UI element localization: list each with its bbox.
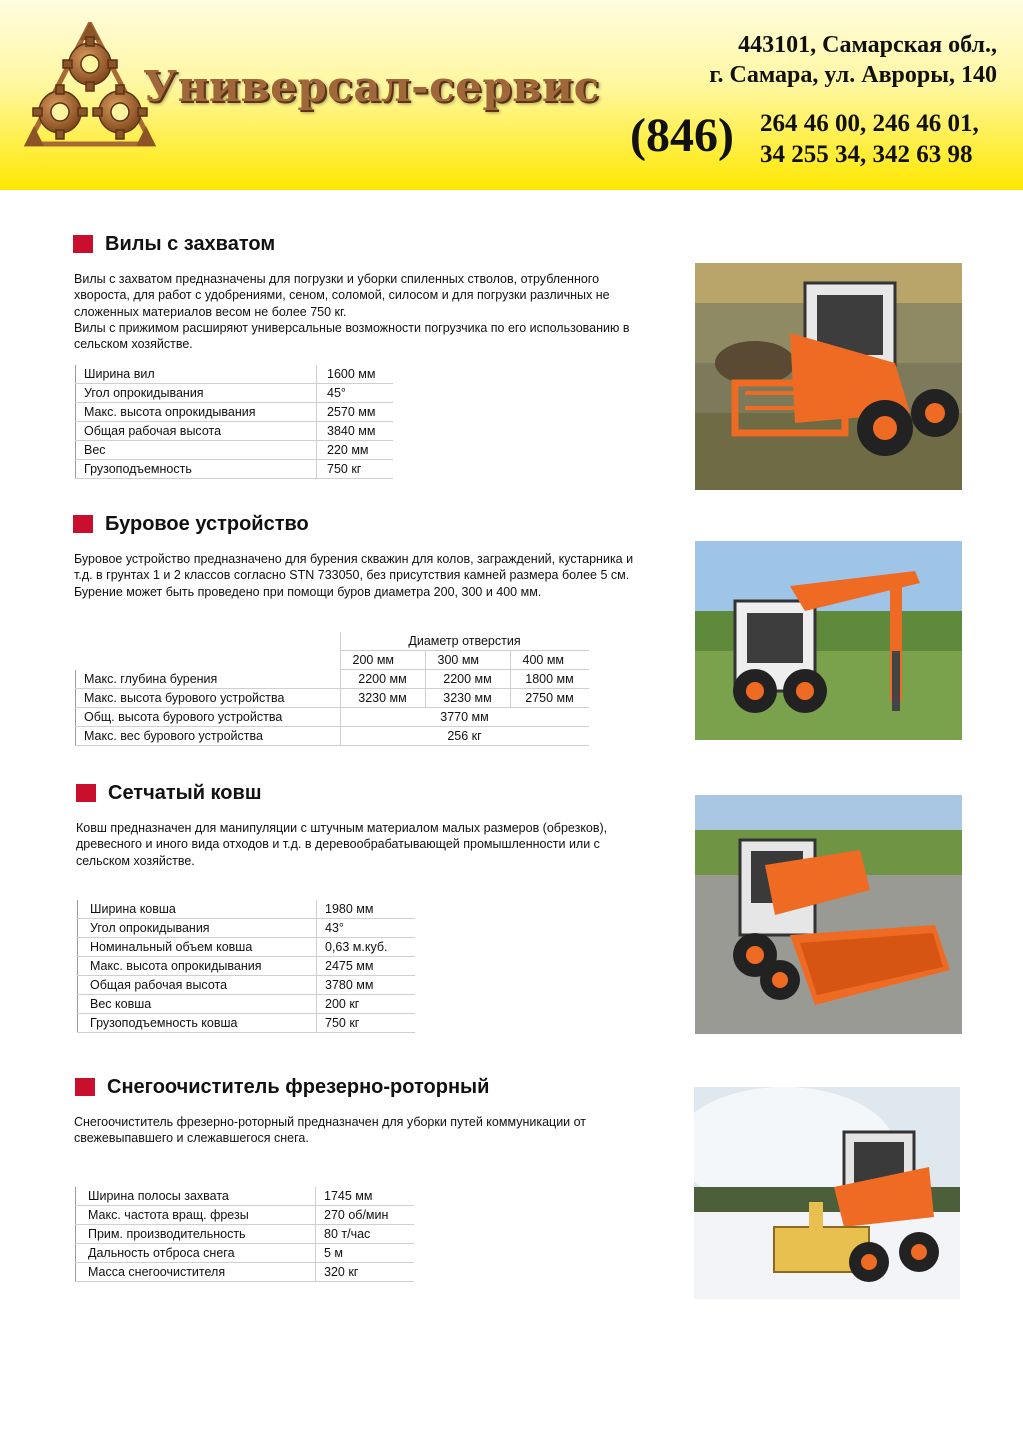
company-address	[709, 30, 997, 90]
spec-label: Общая рабочая высота	[76, 422, 317, 441]
section-title-text: Буровое устройство	[105, 513, 309, 535]
spec-value: 3840 мм	[317, 422, 394, 441]
table-row	[76, 1187, 415, 1206]
spec-value: 3230 мм	[425, 689, 510, 708]
bucket-loader-photo	[695, 795, 962, 1034]
spec-value: 2750 мм	[510, 689, 589, 708]
phones-line-2: 34 255 34, 342 63 98	[760, 141, 973, 168]
table-row	[78, 1014, 416, 1033]
table-row	[76, 422, 394, 441]
table-row	[76, 460, 394, 479]
spec-label: Общ. высота бурового устройства	[76, 708, 341, 727]
spec-value: 1600 мм	[317, 365, 394, 384]
spec-value: 45°	[317, 384, 394, 403]
spec-label: Угол опрокидывания	[78, 919, 317, 938]
description-paragraph: Снегоочиститель фрезерно-роторный предназначен для уборки путей коммуникации от свежевыпавшего и слежавшегося снега.	[74, 1115, 587, 1146]
company-name: Универсал-сервис	[143, 62, 600, 111]
spec-label: Макс. глубина бурения	[76, 670, 341, 689]
section-description-bucket	[76, 820, 616, 869]
diameter-header: 300 мм	[425, 651, 510, 670]
spec-value: 1800 мм	[510, 670, 589, 689]
address-line-2: г. Самара, ул. Авроры, 140	[709, 62, 997, 88]
table-row	[78, 976, 416, 995]
diameter-group-header: Диаметр отверстия	[340, 632, 589, 651]
spec-value: 2475 мм	[317, 957, 416, 976]
spec-table-snowblower	[75, 1187, 414, 1282]
spec-value: 3230 мм	[340, 689, 425, 708]
spec-table-bucket	[77, 900, 415, 1033]
table-row	[76, 708, 589, 727]
table-row	[78, 957, 416, 976]
forks-loader-photo	[695, 263, 962, 490]
table-row	[78, 995, 416, 1014]
spec-label: Угол опрокидывания	[76, 384, 317, 403]
spec-value: 750 кг	[317, 460, 394, 479]
spec-label: Ширина ковша	[78, 900, 317, 919]
spec-value: 43°	[317, 919, 416, 938]
table-row	[78, 900, 416, 919]
empty-cell	[76, 632, 341, 651]
section-marker-icon	[73, 235, 93, 253]
spec-value: 0,63 м.куб.	[317, 938, 416, 957]
spec-label: Ширина вил	[76, 365, 317, 384]
table-row	[76, 1244, 415, 1263]
table-row	[76, 1206, 415, 1225]
spec-value: 200 кг	[317, 995, 416, 1014]
spec-value: 2570 мм	[317, 403, 394, 422]
description-paragraph: Буровое устройство предназначено для бурения скважин для колов, заграждений, кустарника и т.д. в грунтах 1 и 2 классов согласно STN 733050, без присутствия камней размера более 5 см.	[74, 552, 634, 583]
diameter-header: 400 мм	[510, 651, 589, 670]
spec-label: Номинальный объем ковша	[78, 938, 317, 957]
table-row	[76, 1263, 415, 1282]
section-title-forks	[73, 233, 275, 256]
spec-table-drill	[75, 632, 589, 746]
section-title-drill	[73, 513, 309, 536]
snowblower-loader-photo	[694, 1087, 960, 1299]
spec-value: 1745 мм	[316, 1187, 415, 1206]
table-row	[76, 441, 394, 460]
spec-label: Грузоподъемность ковша	[78, 1014, 317, 1033]
spec-label: Общая рабочая высота	[78, 976, 317, 995]
phones-line-1: 264 46 00, 246 46 01,	[760, 110, 979, 137]
table-row	[76, 670, 589, 689]
section-title-text: Сетчатый ковш	[108, 782, 262, 804]
spec-label: Макс. высота бурового устройства	[76, 689, 341, 708]
section-title-text: Снегоочиститель фрезерно-роторный	[107, 1076, 490, 1098]
spec-label: Вес	[76, 441, 317, 460]
spec-value: 2200 мм	[340, 670, 425, 689]
section-description-snowblower	[74, 1114, 664, 1147]
section-title-text: Вилы с захватом	[105, 233, 276, 255]
spec-label: Макс. высота опрокидывания	[78, 957, 317, 976]
phone-area-code: (846)	[630, 109, 734, 162]
empty-cell	[76, 651, 341, 670]
section-title-bucket	[76, 782, 262, 805]
section-description-drill	[74, 551, 634, 600]
diameter-header: 200 мм	[340, 651, 425, 670]
spec-label: Макс. частота вращ. фрезы	[76, 1206, 316, 1225]
table-row	[76, 384, 394, 403]
spec-label: Прим. производительность	[76, 1225, 316, 1244]
spec-value: 256 кг	[340, 727, 589, 746]
section-marker-icon	[75, 1078, 95, 1096]
spec-label: Дальность отброса снега	[76, 1244, 316, 1263]
table-row	[76, 689, 589, 708]
table-row	[76, 1225, 415, 1244]
spec-label: Макс. высота опрокидывания	[76, 403, 317, 422]
page-header	[0, 0, 1023, 190]
description-paragraph: Вилы с захватом предназначены для погрузки и уборки спиленных стволов, отрубленного хвороста, для работ с удобрениями, сеном, соломой, силосом и для погрузки различных не сложенных материалов весом не более 750 кг.	[74, 272, 610, 319]
spec-value: 2200 мм	[425, 670, 510, 689]
section-title-snowblower	[75, 1076, 489, 1099]
gears-logo-icon	[20, 22, 160, 150]
description-paragraph: Бурение может быть проведено при помощи буров диаметра 200, 300 и 400 мм.	[74, 584, 542, 599]
spec-value: 320 кг	[316, 1263, 415, 1282]
table-row	[76, 365, 394, 384]
spec-value: 750 кг	[317, 1014, 416, 1033]
table-row	[76, 727, 589, 746]
spec-value: 80 т/час	[316, 1225, 415, 1244]
spec-label: Грузоподъемность	[76, 460, 317, 479]
address-line-1: 443101, Самарская обл.,	[738, 32, 997, 58]
spec-value: 3780 мм	[317, 976, 416, 995]
spec-table-forks	[75, 365, 393, 479]
table-row	[76, 403, 394, 422]
drill-loader-photo	[695, 541, 962, 740]
description-paragraph: Ковш предназначен для манипуляции с штучным материалом малых размеров (обрезков), древесного и иного вида отходов и т.д. в деревообрабатывающей промышленности или с сельском хозяйстве.	[76, 821, 608, 868]
spec-label: Ширина полосы захвата	[76, 1187, 316, 1206]
table-row	[78, 938, 416, 957]
spec-label: Макс. вес бурового устройства	[76, 727, 341, 746]
description-paragraph: Вилы с прижимом расширяют универсальные возможности погрузчика по его использованию в сельском хозяйстве.	[74, 320, 630, 352]
table-row	[76, 632, 589, 651]
spec-value: 3770 мм	[340, 708, 589, 727]
table-row	[78, 919, 416, 938]
section-marker-icon	[76, 784, 96, 802]
table-row	[76, 651, 589, 670]
spec-label: Масса снегоочистителя	[76, 1263, 316, 1282]
spec-value: 220 мм	[317, 441, 394, 460]
spec-label: Вес ковша	[78, 995, 317, 1014]
spec-value: 270 об/мин	[316, 1206, 415, 1225]
phone-numbers	[760, 108, 979, 170]
spec-value: 1980 мм	[317, 900, 416, 919]
section-description-forks	[74, 271, 634, 352]
section-marker-icon	[73, 515, 93, 533]
spec-value: 5 м	[316, 1244, 415, 1263]
